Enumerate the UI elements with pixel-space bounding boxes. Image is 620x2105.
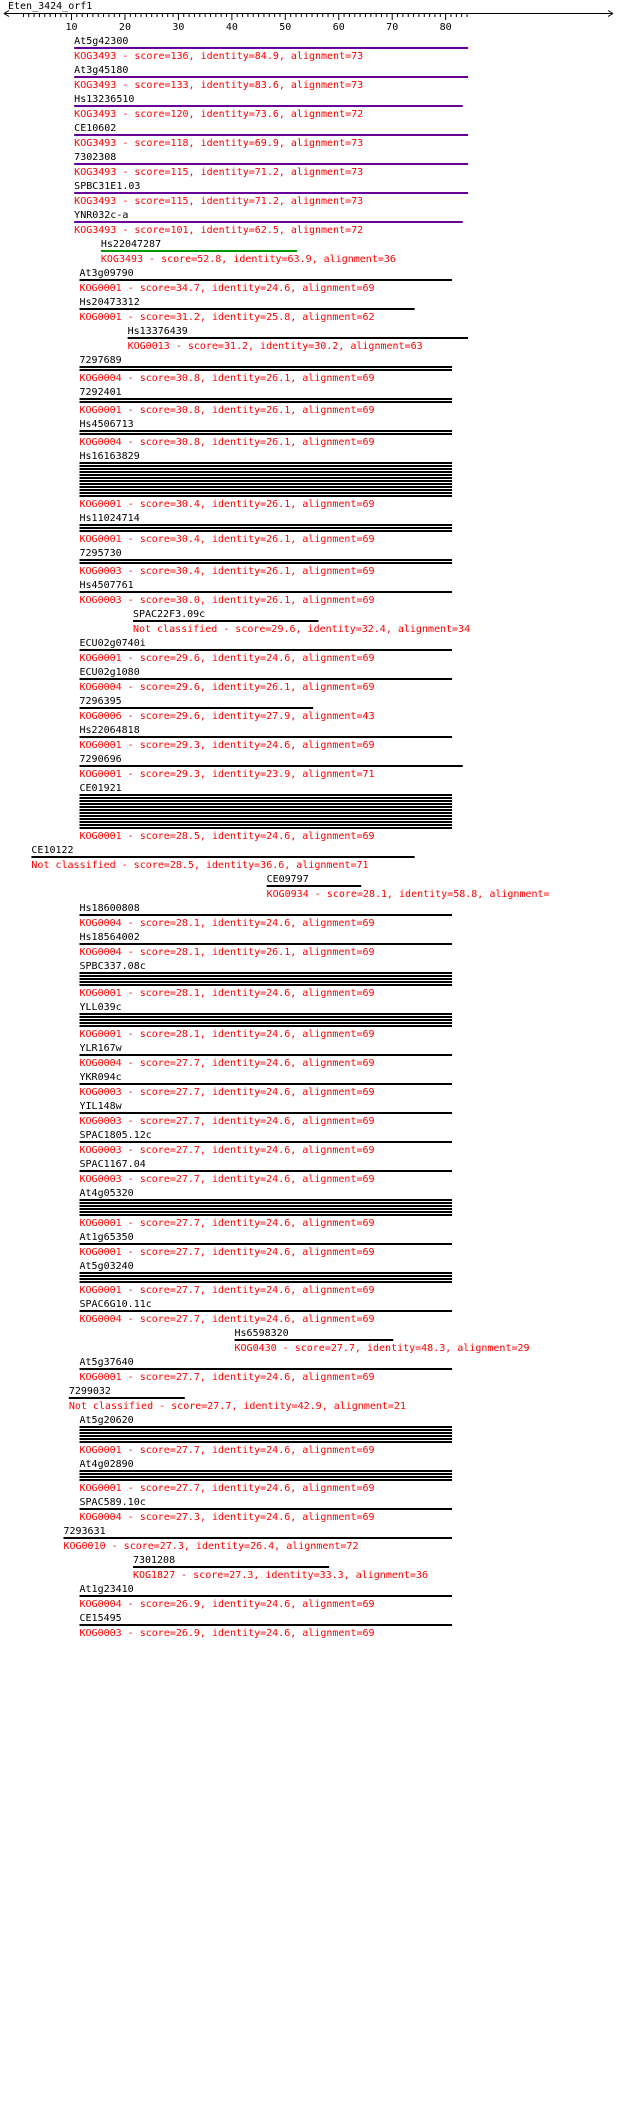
hit-entry[interactable]: [80, 1130, 453, 1156]
alignment-bar: [80, 279, 453, 281]
alignment-bar: [80, 471, 453, 473]
alignment-bar: [80, 1429, 453, 1431]
hit-entry[interactable]: [80, 1159, 453, 1185]
query-title: Eten_3424_orf1: [8, 1, 93, 12]
alignment-bar: [80, 1508, 453, 1510]
hit-name[interactable]: Hs13236510: [74, 94, 135, 105]
alignment-bar: [80, 465, 453, 467]
hit-annotation[interactable]: KOG3493 - score=52.8, identity=63.9, alignment=36: [100, 254, 396, 265]
hit-annotation[interactable]: KOG0001 - score=28.1, identity=24.6, alignment=69: [79, 988, 375, 999]
hit-entry[interactable]: [80, 961, 453, 999]
hit-entry[interactable]: [80, 696, 375, 722]
alignment-bar: [128, 337, 468, 339]
alignment-bar: [80, 678, 453, 680]
alignment-bar: [80, 1022, 453, 1024]
hit-annotation[interactable]: KOG0934 - score=28.1, identity=58.8, alignment=: [266, 889, 550, 900]
alignment-bar: [80, 1624, 453, 1626]
alignment-bar: [80, 1112, 453, 1114]
hit-annotation[interactable]: KOG0001 - score=28.5, identity=24.6, alignment=69: [79, 831, 375, 842]
hit-name[interactable]: ECU02g0740i: [79, 638, 146, 649]
hit-entry[interactable]: [80, 1584, 453, 1610]
alignment-bar: [80, 803, 453, 805]
alignment-bar: [80, 1243, 453, 1245]
alignment-bar: [80, 530, 453, 532]
hit-entry[interactable]: [267, 874, 550, 900]
alignment-bar: [80, 1432, 453, 1434]
hit-entry[interactable]: [133, 1555, 428, 1581]
hit-name[interactable]: Hs6598320: [234, 1328, 289, 1339]
hit-entry[interactable]: [80, 725, 453, 751]
hit-annotation[interactable]: KOG0001 - score=27.7, identity=24.6, alignment=69: [79, 1285, 375, 1296]
alignment-bar: [80, 1199, 453, 1201]
hit-name[interactable]: YLR167w: [79, 1043, 122, 1054]
hit-annotation[interactable]: KOG0004 - score=30.8, identity=26.1, alignment=69: [79, 437, 375, 448]
alignment-bar: [80, 462, 453, 464]
hit-name[interactable]: Hs4506713: [79, 419, 134, 430]
hit-name[interactable]: SPBC337.08c: [79, 961, 146, 972]
alignment-bar: [69, 1397, 185, 1399]
hit-name[interactable]: Hs18564002: [79, 932, 140, 943]
hit-name[interactable]: 7295730: [79, 548, 122, 559]
alignment-bar: [80, 1368, 453, 1370]
hit-annotation[interactable]: KOG0003 - score=27.7, identity=24.6, alignment=69: [79, 1145, 375, 1156]
alignment-bar: [74, 134, 468, 136]
hit-annotation[interactable]: KOG0001 - score=28.1, identity=24.6, alignment=69: [79, 1029, 375, 1040]
alignment-bar: [80, 1438, 453, 1440]
hit-annotation[interactable]: KOG3493 - score=118, identity=69.9, alignment=73: [74, 138, 364, 149]
hit-annotation[interactable]: KOG0003 - score=26.9, identity=24.6, alignment=69: [79, 1628, 375, 1639]
alignment-bar: [133, 1566, 329, 1568]
hit-entry[interactable]: [80, 932, 453, 958]
hit-entry[interactable]: [74, 123, 468, 149]
alignment-bar: [80, 489, 453, 491]
alignment-bar: [80, 1019, 453, 1021]
hit-annotation[interactable]: KOG0004 - score=28.1, identity=26.1, alignment=69: [79, 947, 375, 958]
hit-entry[interactable]: [63, 1526, 452, 1552]
hit-name[interactable]: SPAC1805.12c: [79, 1130, 152, 1141]
hit-name[interactable]: CE15495: [79, 1613, 122, 1624]
hit-entry[interactable]: [128, 326, 468, 352]
hit-name[interactable]: SPBC31E1.03: [74, 181, 141, 192]
hit-entry[interactable]: [80, 451, 453, 510]
hit-annotation[interactable]: KOG3493 - score=120, identity=73.6, alignment=72: [74, 109, 364, 120]
hit-annotation[interactable]: KOG0004 - score=27.7, identity=24.6, alignment=69: [79, 1058, 375, 1069]
hit-annotation[interactable]: KOG1827 - score=27.3, identity=33.3, alignment=36: [132, 1570, 428, 1581]
hit-annotation[interactable]: KOG0010 - score=27.3, identity=26.4, alignment=72: [63, 1541, 359, 1552]
alignment-bar: [80, 1141, 453, 1143]
alignment-bar: [80, 975, 453, 977]
hit-name[interactable]: CE01921: [79, 783, 122, 794]
hit-entry[interactable]: [80, 1002, 453, 1040]
hit-entry[interactable]: [80, 783, 453, 842]
hit-entry[interactable]: [80, 1613, 453, 1639]
alignment-bar: [80, 369, 453, 371]
hit-annotation[interactable]: Not classified - score=29.6, identity=32.4, alignment=34: [132, 624, 471, 635]
alignment-bar: [80, 474, 453, 476]
ruler-tick-label: 80: [439, 22, 452, 33]
hit-entry[interactable]: [74, 152, 468, 178]
hit-entry[interactable]: [80, 754, 463, 780]
alignment-bar: [80, 477, 453, 479]
hit-annotation[interactable]: KOG0006 - score=29.6, identity=27.9, alignment=43: [79, 711, 375, 722]
hit-entry[interactable]: [80, 419, 453, 448]
hit-name[interactable]: YKR094c: [79, 1072, 122, 1083]
hit-annotation[interactable]: Not classified - score=28.5, identity=36.6, alignment=71: [31, 860, 369, 871]
hit-annotation[interactable]: Not classified - score=27.7, identity=42.9, alignment=21: [68, 1401, 406, 1412]
hit-name[interactable]: Hs16163829: [79, 451, 140, 462]
hit-name[interactable]: Hs20473312: [79, 297, 140, 308]
alignment-bar: [80, 524, 453, 526]
alignment-bar: [80, 1426, 453, 1428]
hit-annotation[interactable]: KOG3493 - score=101, identity=62.5, alignment=72: [74, 225, 364, 236]
hit-name[interactable]: CE10602: [74, 123, 117, 134]
alignment-bar: [80, 492, 453, 494]
hit-annotation[interactable]: KOG3493 - score=115, identity=71.2, alignment=73: [74, 196, 364, 207]
hit-annotation[interactable]: KOG0003 - score=27.7, identity=24.6, alignment=69: [79, 1087, 375, 1098]
alignment-bar: [80, 809, 453, 811]
hit-name[interactable]: 7293631: [63, 1526, 106, 1537]
hit-name[interactable]: 7299032: [68, 1386, 111, 1397]
alignment-bar: [74, 163, 468, 165]
hit-name[interactable]: 7296395: [79, 696, 122, 707]
alignment-bar: [80, 562, 453, 564]
hit-annotation[interactable]: KOG0003 - score=30.0, identity=26.1, alignment=69: [79, 595, 375, 606]
hit-name[interactable]: SPAC589.10c: [79, 1497, 146, 1508]
alignment-bar: [80, 981, 453, 983]
hit-name[interactable]: 7297689: [79, 355, 122, 366]
hit-entry[interactable]: [80, 1043, 453, 1069]
alignment-bar: [101, 250, 297, 252]
hit-entry[interactable]: [74, 94, 463, 120]
hit-annotation[interactable]: KOG0001 - score=30.4, identity=26.1, alignment=69: [79, 534, 375, 545]
alignment-bar: [74, 192, 468, 194]
hit-entry[interactable]: [80, 268, 453, 294]
alignment-bar: [80, 978, 453, 980]
alignment-bar: [80, 1281, 453, 1283]
hit-annotation[interactable]: KOG0004 - score=27.7, identity=24.6, alignment=69: [79, 1314, 375, 1325]
hit-entry[interactable]: [80, 297, 415, 323]
alignment-bar: [63, 1537, 452, 1539]
hit-entry[interactable]: [74, 210, 463, 236]
alignment-bar: [80, 468, 453, 470]
hit-name[interactable]: CE10122: [31, 845, 74, 856]
alignment-bar: [80, 398, 453, 400]
alignment-bar: [80, 1272, 453, 1274]
alignment-bar: [80, 1310, 453, 1312]
hit-entry[interactable]: [235, 1328, 530, 1354]
alignment-bar: [80, 972, 453, 974]
alignment-bar: [80, 818, 453, 820]
alignment-bar: [80, 1013, 453, 1015]
hit-name[interactable]: At1g65350: [79, 1232, 134, 1243]
alignment-bar: [80, 1470, 453, 1472]
alignment-bar: [80, 1208, 453, 1210]
ruler-tick-label: 20: [118, 22, 131, 33]
hit-annotation[interactable]: KOG0001 - score=27.7, identity=24.6, alignment=69: [79, 1483, 375, 1494]
alignment-bar: [80, 827, 453, 829]
alignment-bar: [267, 885, 362, 887]
alignment-bar: [31, 856, 414, 858]
hit-entry[interactable]: [80, 1497, 453, 1523]
hit-name[interactable]: SPAC22F3.09c: [132, 609, 206, 620]
alignment-bar: [80, 430, 453, 432]
alignment-bar: [80, 914, 453, 916]
hit-annotation[interactable]: KOG0001 - score=30.4, identity=26.1, alignment=69: [79, 499, 375, 510]
alignment-bar: [80, 1025, 453, 1027]
hit-annotation[interactable]: KOG0003 - score=27.7, identity=24.6, alignment=69: [79, 1116, 375, 1127]
alignment-bar: [80, 483, 453, 485]
alignment-bar: [80, 308, 415, 310]
hit-annotation[interactable]: KOG0001 - score=30.8, identity=26.1, alignment=69: [79, 405, 375, 416]
hit-annotation[interactable]: KOG0001 - score=29.3, identity=24.6, alignment=69: [79, 740, 375, 751]
alignment-bar: [80, 1170, 453, 1172]
alignment-bar: [80, 1435, 453, 1437]
hit-annotation[interactable]: KOG3493 - score=115, identity=71.2, alignment=73: [74, 167, 364, 178]
alignment-bar: [80, 812, 453, 814]
hit-entry[interactable]: [31, 845, 414, 871]
hit-annotation[interactable]: KOG0004 - score=29.6, identity=26.1, alignment=69: [79, 682, 375, 693]
alignment-bar: [235, 1339, 394, 1341]
hit-name[interactable]: Hs11024714: [79, 513, 140, 524]
hit-name[interactable]: At4g05320: [79, 1188, 134, 1199]
hit-name[interactable]: CE09797: [266, 874, 309, 885]
alignment-bar: [80, 1595, 453, 1597]
alignment-bar: [80, 1202, 453, 1204]
alignment-bar: [80, 366, 453, 368]
alignment-bar: [80, 1479, 453, 1481]
hit-annotation[interactable]: KOG0001 - score=27.7, identity=24.6, alignment=69: [79, 1218, 375, 1229]
hit-entry[interactable]: [133, 609, 470, 635]
hit-name[interactable]: YNR032c-a: [74, 210, 129, 221]
hit-annotation[interactable]: KOG0004 - score=27.3, identity=24.6, alignment=69: [79, 1512, 375, 1523]
hit-annotation[interactable]: KOG0001 - score=31.2, identity=25.8, alignment=62: [79, 312, 375, 323]
hit-annotation[interactable]: KOG0003 - score=27.7, identity=24.6, alignment=69: [79, 1174, 375, 1185]
alignment-bar: [80, 433, 453, 435]
hit-name[interactable]: 7302308: [74, 152, 117, 163]
hit-entry[interactable]: [80, 903, 453, 929]
alignment-bar: [80, 800, 453, 802]
hit-name[interactable]: SPAC1167.04: [79, 1159, 146, 1170]
alignment-bar: [80, 806, 453, 808]
alignment-bar: [80, 1473, 453, 1475]
hit-entry[interactable]: [80, 1188, 453, 1229]
hit-name[interactable]: 7292401: [79, 387, 122, 398]
alignment-bar: [80, 815, 453, 817]
ruler-tick-label: 40: [225, 22, 238, 33]
hit-name[interactable]: YLL039c: [79, 1002, 122, 1013]
hit-name[interactable]: At5g42300: [74, 36, 129, 47]
hit-name[interactable]: At1g23410: [79, 1584, 134, 1595]
hit-annotation[interactable]: KOG0001 - score=27.7, identity=24.6, alignment=69: [79, 1445, 375, 1456]
hit-name[interactable]: Hs4507761: [79, 580, 134, 591]
hit-name[interactable]: Hs22064818: [79, 725, 140, 736]
hit-name[interactable]: ECU02g1080: [79, 667, 140, 678]
hit-annotation[interactable]: KOG0001 - score=27.7, identity=24.6, alignment=69: [79, 1247, 375, 1258]
hit-entry[interactable]: [80, 1101, 453, 1127]
hit-entry[interactable]: [80, 1415, 453, 1456]
alignment-bar: [80, 559, 453, 561]
hit-entry[interactable]: [80, 548, 453, 577]
alignment-bar: [74, 221, 463, 223]
alignment-bar: [80, 821, 453, 823]
alignment-bar: [80, 1205, 453, 1207]
hit-name[interactable]: At3g09790: [79, 268, 134, 279]
alignment-bar: [80, 1476, 453, 1478]
hit-entry[interactable]: [74, 36, 468, 62]
alignment-bar: [80, 1278, 453, 1280]
hit-entry[interactable]: [74, 65, 468, 91]
hit-annotation[interactable]: KOG0003 - score=30.4, identity=26.1, alignment=69: [79, 566, 375, 577]
hit-annotation[interactable]: KOG0013 - score=31.2, identity=30.2, alignment=63: [127, 341, 423, 352]
hit-name[interactable]: At5g37640: [79, 1357, 134, 1368]
hit-annotation[interactable]: KOG0004 - score=26.9, identity=24.6, alignment=69: [79, 1599, 375, 1610]
hit-name[interactable]: At5g03240: [79, 1261, 134, 1272]
hit-entry[interactable]: [80, 638, 453, 664]
hit-entry[interactable]: [80, 1261, 453, 1296]
hit-entry[interactable]: [80, 1232, 453, 1258]
hit-name[interactable]: At5g20620: [79, 1415, 134, 1426]
hit-name[interactable]: At3g45180: [74, 65, 129, 76]
hit-entry[interactable]: [69, 1386, 406, 1412]
hit-entry[interactable]: [80, 513, 453, 545]
hit-name[interactable]: Hs18600808: [79, 903, 140, 914]
hit-name[interactable]: YIL148w: [79, 1101, 122, 1112]
position-ruler: [4, 11, 613, 34]
alignment-bar: [80, 984, 453, 986]
alignment-bar: [80, 480, 453, 482]
alignment-bar: [80, 943, 453, 945]
hit-entry[interactable]: [80, 580, 453, 606]
hit-name[interactable]: SPAC6G10.11c: [79, 1299, 152, 1310]
hit-annotation[interactable]: KOG0001 - score=34.7, identity=24.6, alignment=69: [79, 283, 375, 294]
alignment-bar: [80, 495, 453, 497]
alignment-bar: [80, 1054, 453, 1056]
alignment-bar: [80, 736, 453, 738]
hit-annotation[interactable]: KOG0430 - score=27.7, identity=48.3, alignment=29: [234, 1343, 530, 1354]
alignment-bar: [74, 76, 468, 78]
hit-name[interactable]: Hs22047287: [100, 239, 162, 250]
hit-entry[interactable]: [74, 181, 468, 207]
ruler-tick-label: 10: [65, 22, 78, 33]
ruler-tick-label: 70: [386, 22, 399, 33]
alignment-bar: [80, 1275, 453, 1277]
alignment-bar: [80, 527, 453, 529]
hit-name[interactable]: At4g02890: [79, 1459, 134, 1470]
hit-annotation[interactable]: KOG3493 - score=133, identity=83.6, alignment=73: [74, 80, 364, 91]
hit-entry[interactable]: [80, 1357, 453, 1383]
hit-entry[interactable]: [80, 355, 453, 384]
alignment-bar: [80, 797, 453, 799]
alignment-bar: [74, 105, 463, 107]
alignment-bar: [80, 1016, 453, 1018]
alignment-bar: [80, 401, 453, 403]
hit-entry[interactable]: [80, 1072, 453, 1098]
hit-list: [31, 36, 549, 1639]
alignment-bar: [80, 1083, 453, 1085]
hit-entry[interactable]: [80, 1459, 453, 1494]
hit-entry[interactable]: [101, 239, 396, 265]
alignment-bar: [80, 1441, 453, 1443]
hit-annotation[interactable]: KOG0001 - score=29.6, identity=24.6, alignment=69: [79, 653, 375, 664]
hit-annotation[interactable]: KOG3493 - score=136, identity=84.9, alignment=73: [74, 51, 364, 62]
alignment-bar: [80, 765, 463, 767]
hit-name[interactable]: 7290696: [79, 754, 122, 765]
alignment-bar: [80, 1211, 453, 1213]
alignment-bar: [80, 591, 453, 593]
alignment-bar: [80, 1214, 453, 1216]
hit-annotation[interactable]: KOG0004 - score=30.8, identity=26.1, alignment=69: [79, 373, 375, 384]
hit-annotation[interactable]: KOG0001 - score=27.7, identity=24.6, alignment=69: [79, 1372, 375, 1383]
alignment-bar: [133, 620, 318, 622]
ruler-tick-label: 30: [172, 22, 185, 33]
hit-entry[interactable]: [80, 667, 453, 693]
hit-annotation[interactable]: KOG0001 - score=29.3, identity=23.9, alignment=71: [79, 769, 375, 780]
alignment-bar: [80, 794, 453, 796]
hit-entry[interactable]: [80, 387, 453, 416]
hit-name[interactable]: Hs13376439: [127, 326, 188, 337]
alignment-bar: [80, 707, 314, 709]
ruler-tick-label: 50: [279, 22, 292, 33]
alignment-bar: [80, 486, 453, 488]
hit-entry[interactable]: [80, 1299, 453, 1325]
hit-name[interactable]: 7301208: [132, 1555, 176, 1566]
alignment-bar: [80, 824, 453, 826]
ruler-tick-label: 60: [332, 22, 345, 33]
alignment-bar: [74, 47, 468, 49]
alignment-bar: [80, 649, 453, 651]
hit-annotation[interactable]: KOG0004 - score=28.1, identity=24.6, alignment=69: [79, 918, 375, 929]
